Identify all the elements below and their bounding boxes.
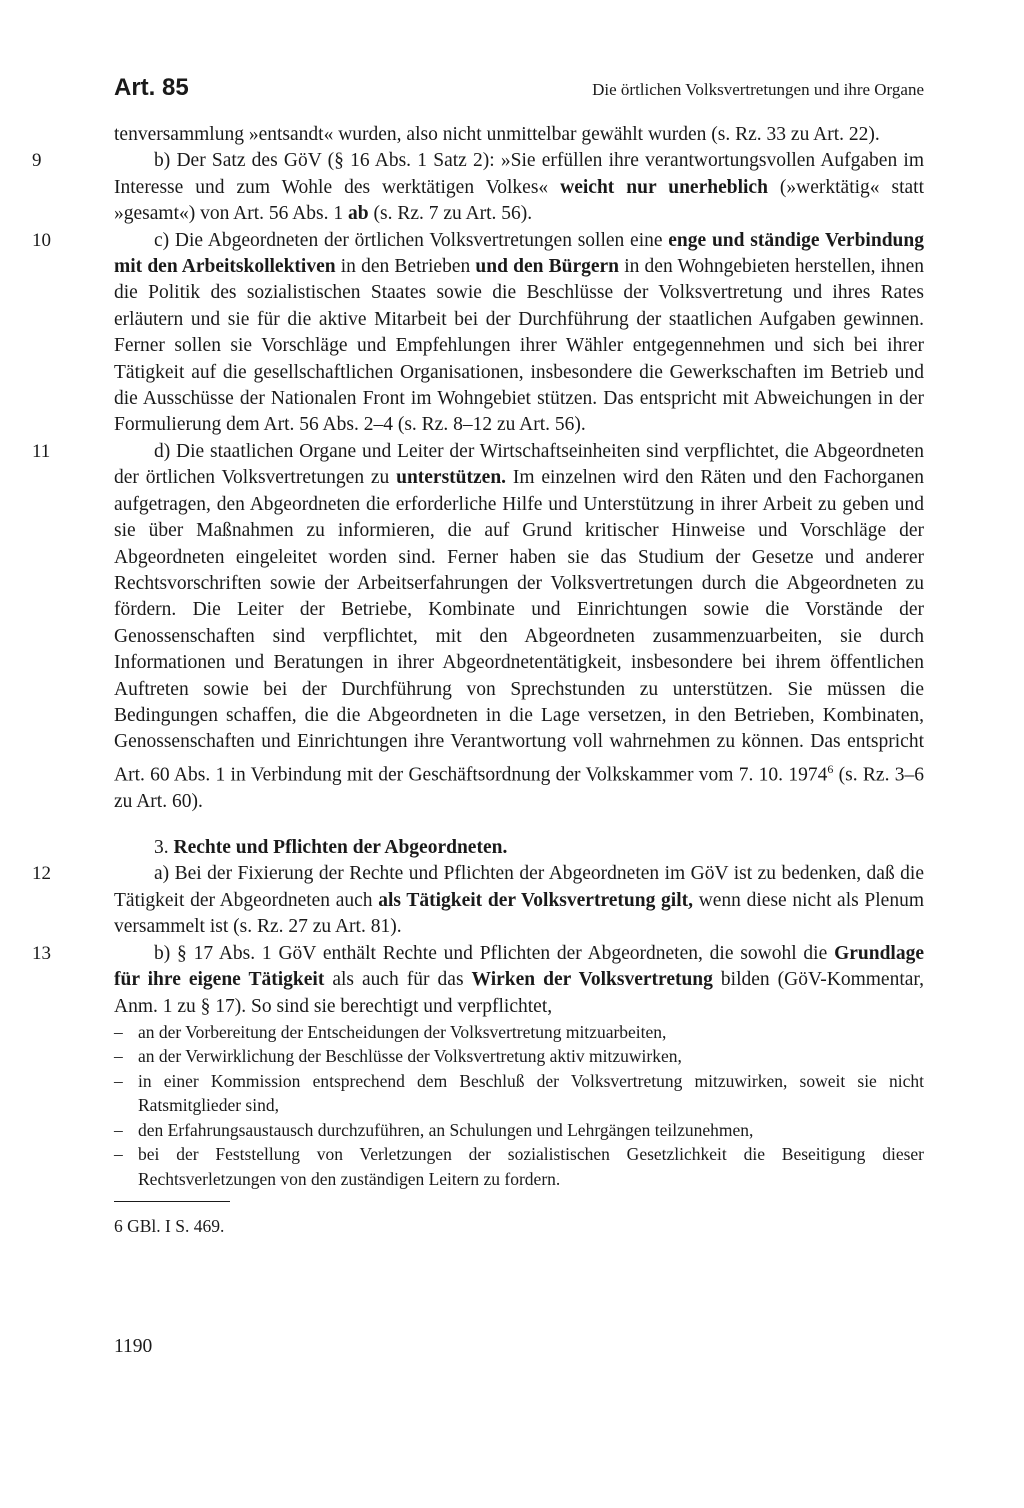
footnote: 6 GBl. I S. 469.: [114, 1216, 225, 1237]
paragraph-12: 12 a) Bei der Fixierung der Rechte und Pflichten der Abgeordneten im GöV ist zu bedenken, daß die Tätigkeit der Abgeordneten auch als Tätigkeit der Volksvertretung gilt, wenn diese nicht als Plenum versammelt ist (s. Rz. 27 zu Art. 81).: [32, 863, 924, 938]
section-heading: 3. Rechte und Pflichten der Abgeordneten.: [154, 837, 508, 859]
margin-number-12: 12: [32, 863, 51, 885]
paragraph-10: 10 c) Die Abgeordneten der örtlichen Volksvertretungen sollen eine enge und ständige Verbindung mit den Arbeitskollektiven in den Betrieben und den Bürgern in den Wohngebieten herstellen, ihnen die Politik des sozialistischen Staates sowie die Beschlüsse der Volksvertretung und ihres Rates erläutern und sie für die aktive Mitarbeit bei der Durchführung der staatlichen Aufgaben gewinnen. Ferner sollen sie Vorschläge und Empfehlungen ihrer Wähler entgegennehmen und sich bei ihrer Tätigkeit auf die gesellschaftlichen Organisationen, insbesondere die Gewerkschaften im Betrieb und die Ausschüsse der Nationalen Front im Wohngebiet stützen. Das entspricht mit Abweichungen in der Formulierung dem Art. 56 Abs. 2–4 (s. Rz. 8–12 zu Art. 56).: [32, 229, 924, 436]
paragraph-9: 9 b) Der Satz des GöV (§ 16 Abs. 1 Satz 2): »Sie erfüllen ihre verantwortungsvollen Aufgaben im Interesse und zum Wohle des werktätigen Volkes« weicht nur unerheblich (»werktätig« statt »gesamt«) von Art. 56 Abs. 1 ab (s. Rz. 7 zu Art. 56).: [32, 150, 924, 225]
list-item: – an der Vorbereitung der Entscheidungen der Volksvertretung mitzuarbeiten,: [114, 1021, 667, 1042]
article-number: Art. 85: [114, 74, 189, 101]
margin-number-11: 11: [32, 440, 51, 462]
footnote-divider: [114, 1201, 230, 1202]
paragraph-continued: tenversammlung »entsandt« wurden, also nicht unmittelbar gewählt wurden (s. Rz. 33 zu Art. 22).: [114, 124, 880, 145]
paragraph-13: 13 b) § 17 Abs. 1 GöV enthält Rechte und Pflichten der Abgeordneten, die sowohl die Grundlage für ihre eigene Tätigkeit als auch für das Wirken der Volksvertretung bilden (GöV-Kommentar, Anm. 1 zu § 17). So sind sie berechtigt und verpflichtet,: [32, 942, 924, 1017]
footnote-reference: 6: [827, 761, 834, 776]
margin-number-13: 13: [32, 942, 51, 964]
list-item: – in einer Kommission entsprechend dem Beschluß der Volksvertretung mitzuwirken, soweit sie nicht Ratsmitglieder sind,: [114, 1070, 924, 1116]
page-number: 1190: [114, 1336, 153, 1357]
paragraph-11: 11 d) Die staatlichen Organe und Leiter der Wirtschaftseinheiten sind verpflichtet, die Abgeordneten der örtlichen Volksvertretungen zu unterstützen. Im einzelnen wird den Räten und den Fachorganen aufgetragen, den Abgeordneten die erforderliche Hilfe und Unterstützung in ihrer Arbeit zu geben und sie über Maßnahmen zu informieren, die auf Grund kritischer Hinweise und Vorschläge der Abgeordneten eingeleitet worden sind. Ferner haben sie das Studium der Gesetze und anderer Rechtsvorschriften sowie der Arbeitserfahrungen der Volksvertretungen durch die Abgeordneten zu fördern. Die Leiter der Betriebe, Kombinate und Einrichtungen sowie die Vorstände der Genossenschaften sind verpflichtet, mit den Abgeordneten zusammenzuarbeiten, sie durch Informationen und Beratungen in ihrer Abgeordnetentätigkeit, insbesondere bei ihrem öffentlichen Auftreten sowie bei der Durchführung von Sprechstunden zu unterstützen. Sie müssen die Bedingungen schaffen, die die Abgeordneten in die Lage versetzen, in den Betrieben, Kombinaten, Genossenschaften und Einrichtungen ihre Verantwortung voll wahrnehmen zu können. Das entspricht Art. 60 Abs. 1 in Verbindung mit der Geschäftsordnung der Volkskammer vom 7. 10. 1974$^6$ (s. Rz. 3–6 zu Art. 60).: [32, 440, 924, 812]
body-text: [32, 122, 924, 1256]
running-title: Die örtlichen Volksvertretungen und ihre Organe: [592, 80, 924, 99]
list-item: – bei der Feststellung von Verletzungen der sozialistischen Gesetzlichkeit die Beseitigung dieser Rechtsverletzungen von den zuständigen Leitern zu fordern.: [114, 1144, 924, 1189]
list-item: – an der Verwirklichung der Beschlüsse der Volksvertretung aktiv mitzuwirken,: [114, 1046, 682, 1067]
list-item: – den Erfahrungsaustausch durchzuführen, an Schulungen und Lehrgängen teilzunehmen,: [114, 1119, 754, 1140]
margin-number-10: 10: [32, 229, 51, 251]
duties-list: [114, 1020, 924, 1192]
page-header: [114, 70, 924, 110]
margin-number-9: 9: [32, 150, 42, 172]
